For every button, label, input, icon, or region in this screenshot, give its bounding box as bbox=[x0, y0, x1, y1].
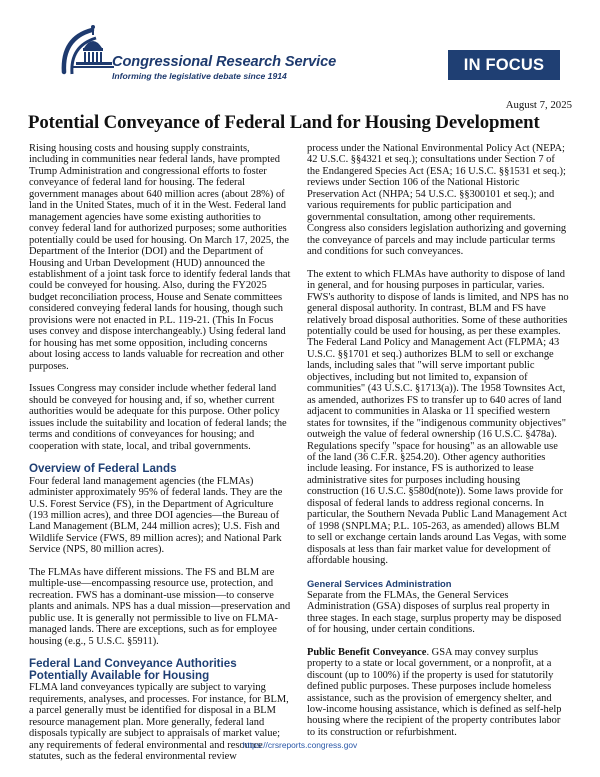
org-name: Congressional Research Service bbox=[112, 54, 337, 70]
body-paragraph: FLMA land conveyances typically are subject to varying requirements, analyses, and processes. For instance, for BLM, a parcel generally must be identified for disposal in a BLM resource management plan. More generally, federal land disposals typically are subject to appraisals of market value; any requirements of federal environmental and resource statutes, such as the federal environmental review bbox=[29, 682, 289, 763]
page-title: Potential Conveyance of Federal Land for Housing Development bbox=[28, 112, 540, 133]
body-paragraph: Rising housing costs and housing supply constraints, including in communities near federal lands, have prompted Trump Administration and congressional efforts to foster conveyance of federal land for housing. The federal government manages about 640 million acres (about 28%) of land in the United States, much of it in the West. Federal land management agencies have some existing authorities to convey federal land for authorized purposes; some authorities potentially could be used for housing. On March 17, 2025, the Department of the Interior (DOI) and the Department of Housing and Urban Development (HUD) announced the establishment of a joint task force to identify federal lands that could be conveyed for housing. Also, during the FY2025 budget reconciliation process, House and Senate committees considered conveying federal lands for housing, though such provisions were not enacted in P.L. 119-21. (This In Focus uses convey and dispose interchangeably.) Using federal land for housing has met some opposition, including concerns about losing access to lands valuable for recreation and other purposes. bbox=[29, 143, 291, 372]
series-badge: IN FOCUS bbox=[448, 50, 560, 80]
capitol-dome-logo-icon bbox=[58, 24, 114, 76]
report-header bbox=[0, 0, 600, 92]
body-paragraph: Issues Congress may consider include whether federal land should be conveyed for housing and, if so, whether current authorities would be adequate for this purpose. Other policy issues include the suitability and location of federal lands; the terms and conditions of conveyances for housing; and cooperation with state, local, and tribal governments. bbox=[29, 383, 287, 452]
body-paragraph: Four federal land management agencies (the FLMAs) administer approximately 95% of federal lands. They are the U.S. Forest Service (FS), in the Department of Agriculture (193 million acres), and three DOI agencies—the Bureau of Land Management (BLM, 244 million acres); U.S. Fish and Wildlife Service (FWS, 89 million acres); and National Park Service (NPS, 80 million acres). bbox=[29, 475, 283, 556]
left-column bbox=[29, 143, 291, 774]
report-date: August 7, 2025 bbox=[505, 99, 572, 111]
footer-url[interactable]: https://crsreports.congress.gov bbox=[242, 740, 358, 750]
run-in-heading: Public Benefit Conveyance bbox=[307, 646, 427, 658]
body-paragraph: The FLMAs have different missions. The FS and BLM are multiple-use—encompassing resource use, protection, and recreation. FWS has a dominant-use mission—to conserve plants and animals. NPS has a dual mission—preservation and public use. It is generally not permissible to live on FLMA-managed lands. There are exceptions, such as for employee housing (e.g., 5 U.S.C. §5911). bbox=[29, 567, 291, 647]
org-tagline: Informing the legislative debate since 1914 bbox=[112, 71, 287, 81]
body-paragraph: The extent to which FLMAs have authority to dispose of land in general, and for housing purposes in particular, varies. FWS's authority to dispose of lands is limited, and NPS has no general disposal authority. In contrast, BLM and FS have relatively broad disposal authorities. Some of these authorities potentially could be used for housing, as per these examples. The Federal Land Policy and Management Act (FLPMA; 43 U.S.C. §§1701 et seq.) authorizes BLM to sell or exchange lands, including sales that "will serve important public objectives, including but not limited to, expansion of communities" (43 U.S.C. §1713(a)). The 1958 Townsites Act, as amended, authorizes FS to transfer up to 640 acres of land adjacent to communities in Alaska or 11 specified western states for townsites, if the "indigenous community objectives" outweigh the value of federal ownership (16 U.S.C. §478a). Regulations specify "space for housing" as an allowable use of the land (36 C.F.R. §254.20). Other agency authorities include leasing. For instance, FS is authorized to lease administrative sites for purposes including housing construction (16 U.S.C. §580d(note)). Some laws provide for disposal of federal lands to address regional concerns. In particular, the Southern Nevada Public Land Management Act of 1998 (SNPLMA; P.L. 105-263, as amended) allows BLM to sell or exchange certain lands around Las Vegas, with some disposals at less than fair market value for development of affordable housing. bbox=[307, 268, 569, 567]
body-paragraph bbox=[307, 647, 569, 739]
section-heading: Federal Land Conveyance Authorities Potentially Available for Housing bbox=[29, 657, 237, 682]
body-paragraph: process under the National Environmental Policy Act (NEPA; 42 U.S.C. §§4321 et seq.); consultations under Section 7 of the Endangered Species Act (ESA; 16 U.S.C. §§1531 et seq.); reviews under Section 106 of the National Historic Preservation Act (NHPA; 54 U.S.C. §§300101 et seq.); and various requirements for public participation and governmental consultation, among other requirements. Congress also considers legislation authorizing and governing the conveyance of parcels and may include particular terms and conditions for such conveyances. bbox=[307, 143, 567, 258]
body-paragraph: Separate from the FLMAs, the General Services Administration (GSA) disposes of surplus real property in three stages. In each stage, surplus property may be disposed of for housing, under certain conditions. bbox=[307, 589, 562, 636]
right-column bbox=[307, 143, 569, 750]
subsection-heading: General Services Administration bbox=[307, 577, 452, 589]
section-heading: Overview of Federal Lands bbox=[29, 462, 177, 476]
paragraph-text: . GSA may convey surplus property to a state or local government, or a nonprofit, at a discount (up to 100%) if the property is used for statutorily defined public purposes. These purposes include homeless assistance, such as the provision of emergency shelter, and low-income housing assistance, which is defined as self-help housing where the recipient of the property contributes labor to its construction or refurbishment. bbox=[307, 646, 562, 738]
